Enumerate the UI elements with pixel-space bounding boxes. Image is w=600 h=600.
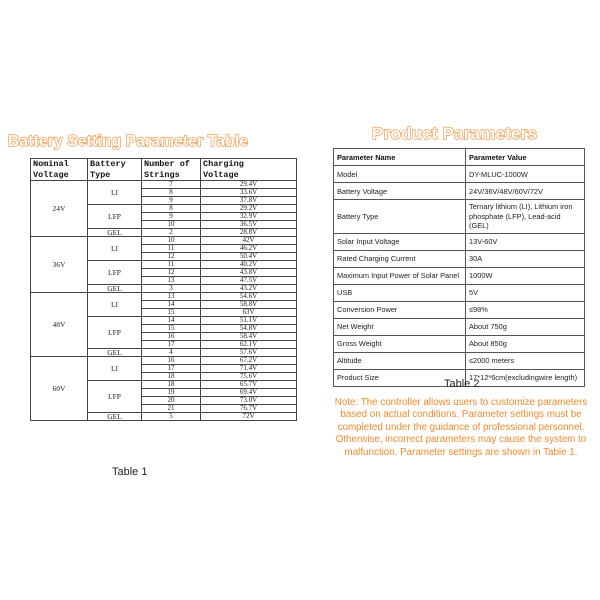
strings-cell: 18 (142, 381, 201, 389)
header-battery-2: Type (88, 169, 142, 181)
charging-voltage-cell: 76.7V (201, 405, 297, 413)
strings-cell: 13 (142, 293, 201, 301)
strings-cell: 7 (142, 181, 201, 189)
parameter-name-cell: Conversion Power (334, 301, 466, 318)
parameter-row (334, 267, 585, 284)
battery-type-cell: LI (88, 237, 142, 261)
strings-cell: 12 (142, 269, 201, 277)
parameter-name-cell: USB (334, 284, 466, 301)
strings-cell: 2 (142, 229, 201, 237)
battery-type-cell: GEL (88, 229, 142, 237)
charging-voltage-cell: 43.8V (201, 269, 297, 277)
product-table-body (334, 166, 585, 387)
battery-type-cell: LFP (88, 317, 142, 349)
parameter-value-cell: 1000W (466, 267, 585, 284)
charging-voltage-cell: 67.2V (201, 357, 297, 365)
charging-voltage-cell: 29.4V (201, 181, 297, 189)
strings-cell: 8 (142, 205, 201, 213)
header-parameter-value: Parameter Value (466, 149, 585, 166)
strings-cell: 4 (142, 349, 201, 357)
strings-cell: 11 (142, 245, 201, 253)
charging-voltage-cell: 58.8V (201, 301, 297, 309)
charging-voltage-cell: 50.4V (201, 253, 297, 261)
charging-voltage-cell: 54.8V (201, 325, 297, 333)
charging-voltage-cell: 29.2V (201, 205, 297, 213)
charging-voltage-cell: 43.2V (201, 285, 297, 293)
parameter-name-cell: Model (334, 166, 466, 183)
parameter-value-cell: DY-MLUC-1000W (466, 166, 585, 183)
parameter-row (334, 166, 585, 183)
parameter-name-cell: Battery Type (334, 200, 466, 234)
nominal-voltage-cell: 36V (31, 237, 88, 293)
settings-note: Note: The controller allows users to customize parameters based on actual conditions. Parameter settings must be completed under the guidance of professional personnel. Otherwise, incorrect parameters may cause the system to malfunction. Parameter settings are shown in Table 1. (334, 397, 588, 458)
battery-type-cell: LI (88, 181, 142, 205)
battery-type-cell: LI (88, 293, 142, 317)
parameter-name-cell: Gross Weight (334, 335, 466, 352)
battery-type-cell: GEL (88, 413, 142, 421)
strings-cell: 16 (142, 357, 201, 365)
charging-voltage-cell: 72V (201, 413, 297, 421)
parameter-row (334, 318, 585, 335)
header-charging: Charging (201, 159, 297, 170)
parameter-row (334, 284, 585, 301)
charging-voltage-cell: 57.6V (201, 349, 297, 357)
strings-cell: 10 (142, 221, 201, 229)
nominal-voltage-cell: 48V (31, 293, 88, 357)
charging-voltage-cell: 46.2V (201, 245, 297, 253)
battery-type-cell: LFP (88, 261, 142, 285)
strings-cell: 17 (142, 341, 201, 349)
product-parameters-title: Product Parameters (372, 124, 538, 143)
strings-cell: 15 (142, 309, 201, 317)
strings-cell: 18 (142, 373, 201, 381)
strings-cell: 10 (142, 237, 201, 245)
parameter-row (334, 250, 585, 267)
strings-cell: 16 (142, 333, 201, 341)
header-strings: Number of (142, 159, 201, 170)
parameter-name-cell: Altitude (334, 352, 466, 369)
parameter-value-cell: 5V (466, 284, 585, 301)
charging-voltage-cell: 28.8V (201, 229, 297, 237)
charging-voltage-cell: 63V (201, 309, 297, 317)
strings-cell: 11 (142, 261, 201, 269)
charging-voltage-cell: 37.8V (201, 197, 297, 205)
charging-voltage-cell: 62.1V (201, 341, 297, 349)
parameter-value-cell: ≤98% (466, 301, 585, 318)
parameter-value-cell: 24V/36V/48V/60V/72V (466, 183, 585, 200)
parameter-row (334, 183, 585, 200)
header-nominal: Nominal (31, 159, 88, 170)
charging-voltage-cell: 33.6V (201, 189, 297, 197)
parameter-name-cell: Net Weight (334, 318, 466, 335)
parameter-name-cell: Rated Charging Current (334, 250, 466, 267)
parameter-name-cell: Maximum Input Power of Solar Panel (334, 267, 466, 284)
parameter-row (334, 233, 585, 250)
battery-type-cell: LI (88, 357, 142, 381)
strings-cell: 5 (142, 413, 201, 421)
charging-voltage-cell: 54.6V (201, 293, 297, 301)
parameter-name-cell: Solar Input Voltage (334, 233, 466, 250)
parameter-value-cell: About 850g (466, 335, 585, 352)
header-parameter-name: Parameter Name (334, 149, 466, 166)
strings-cell: 14 (142, 317, 201, 325)
parameter-row (334, 301, 585, 318)
parameter-value-cell: 17*12*6cm(excludingwire length) (466, 369, 585, 386)
product-parameters-table (333, 148, 585, 387)
battery-table-title: Battery Setting Parameter Table (8, 133, 249, 150)
parameter-name-cell: Battery Voltage (334, 183, 466, 200)
charging-voltage-cell: 71.4V (201, 365, 297, 373)
strings-cell: 21 (142, 405, 201, 413)
strings-cell: 8 (142, 189, 201, 197)
parameter-row (334, 352, 585, 369)
nominal-voltage-cell: 60V (31, 357, 88, 421)
strings-cell: 15 (142, 325, 201, 333)
charging-voltage-cell: 40.2V (201, 261, 297, 269)
strings-cell: 3 (142, 285, 201, 293)
charging-voltage-cell: 47.5V (201, 277, 297, 285)
battery-table-body (31, 181, 297, 421)
charging-voltage-cell: 58.4V (201, 333, 297, 341)
parameter-value-cell: ≤2000 meters (466, 352, 585, 369)
charging-voltage-cell: 32.9V (201, 213, 297, 221)
header-battery: Battery (88, 159, 142, 170)
charging-voltage-cell: 73.0V (201, 397, 297, 405)
header-strings-2: Strings (142, 169, 201, 181)
parameter-value-cell: 13V-60V (466, 233, 585, 250)
battery-type-cell: LFP (88, 205, 142, 229)
parameter-value-cell: About 750g (466, 318, 585, 335)
charging-voltage-cell: 36.5V (201, 221, 297, 229)
battery-type-cell: GEL (88, 285, 142, 293)
strings-cell: 17 (142, 365, 201, 373)
battery-type-cell: LFP (88, 381, 142, 413)
charging-voltage-cell: 51.1V (201, 317, 297, 325)
parameter-row (334, 200, 585, 234)
table-1-caption: Table 1 (112, 466, 148, 478)
strings-cell: 9 (142, 213, 201, 221)
charging-voltage-cell: 42V (201, 237, 297, 245)
table-2-caption: Table 2 (444, 378, 480, 390)
battery-type-cell: GEL (88, 349, 142, 357)
strings-cell: 12 (142, 253, 201, 261)
charging-voltage-cell: 65.7V (201, 381, 297, 389)
nominal-voltage-cell: 24V (31, 181, 88, 237)
charging-voltage-cell: 75.6V (201, 373, 297, 381)
parameter-name-cell: Product Size (334, 369, 466, 386)
strings-cell: 13 (142, 277, 201, 285)
charging-voltage-cell: 69.4V (201, 389, 297, 397)
strings-cell: 9 (142, 197, 201, 205)
strings-cell: 14 (142, 301, 201, 309)
header-nominal-2: Voltage (31, 169, 88, 181)
battery-setting-table (30, 158, 297, 421)
strings-cell: 20 (142, 397, 201, 405)
header-charging-2: Voltage (201, 169, 297, 181)
parameter-value-cell: Ternary lithium (LI), Lithium iron phosphate (LFP), Lead-acid (GEL) (466, 200, 585, 234)
parameter-row (334, 335, 585, 352)
parameter-value-cell: 30A (466, 250, 585, 267)
strings-cell: 19 (142, 389, 201, 397)
